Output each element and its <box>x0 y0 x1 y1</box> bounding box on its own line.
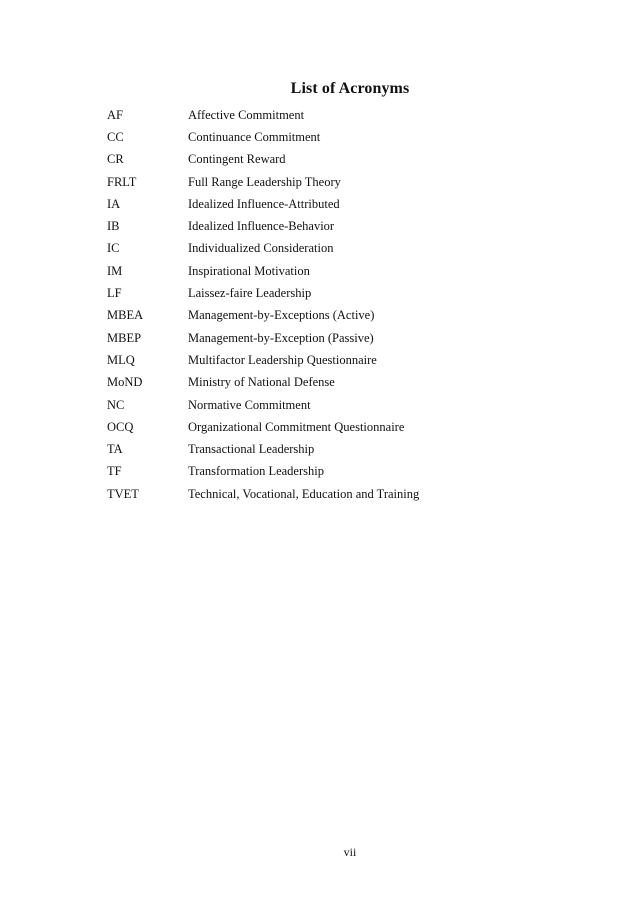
acronym-term: IB <box>107 219 120 234</box>
acronym-row <box>107 416 419 438</box>
acronym-row <box>107 438 419 460</box>
acronym-row <box>107 327 419 349</box>
acronym-definition: Management-by-Exceptions (Active) <box>188 308 375 323</box>
acronym-definition: Transformation Leadership <box>188 464 324 479</box>
acronym-row <box>107 171 419 193</box>
acronym-row <box>107 260 419 282</box>
page-number: vii <box>343 845 357 859</box>
acronym-term: CC <box>107 129 124 144</box>
acronym-row <box>107 193 419 215</box>
acronym-row <box>107 483 419 505</box>
acronym-row <box>107 126 419 148</box>
acronym-term: IA <box>107 196 121 211</box>
acronym-term: TVET <box>107 486 139 501</box>
acronym-term: MoND <box>107 375 143 390</box>
acronym-term: IM <box>107 263 123 278</box>
acronym-definition: Idealized Influence-Attributed <box>188 196 340 211</box>
acronym-row <box>107 394 419 416</box>
acronym-definition: Technical, Vocational, Education and Training <box>188 486 420 501</box>
acronym-row <box>107 149 419 171</box>
acronym-term: MLQ <box>107 352 135 367</box>
acronym-term: NC <box>107 397 125 412</box>
acronym-term: IC <box>107 241 120 256</box>
acronym-row <box>107 372 419 394</box>
acronym-term: AF <box>107 107 123 122</box>
acronym-definition: Transactional Leadership <box>188 442 315 457</box>
acronym-row <box>107 215 419 237</box>
acronym-row <box>107 305 419 327</box>
acronym-row <box>107 104 419 126</box>
acronym-definition: Continuance Commitment <box>188 129 321 144</box>
acronym-term: MBEA <box>107 308 144 323</box>
acronym-definition: Laissez-faire Leadership <box>188 286 312 301</box>
acronym-definition: Organizational Commitment Questionnaire <box>188 419 405 434</box>
acronym-term: OCQ <box>107 419 134 434</box>
acronym-list <box>107 104 419 505</box>
acronym-definition: Idealized Influence-Behavior <box>188 219 335 234</box>
acronym-term: TA <box>107 442 123 457</box>
acronym-definition: Full Range Leadership Theory <box>188 174 341 189</box>
acronym-definition: Individualized Consideration <box>188 241 334 256</box>
acronym-definition: Multifactor Leadership Questionnaire <box>188 352 377 367</box>
acronym-term: MBEP <box>107 330 142 345</box>
acronym-definition: Affective Commitment <box>188 107 305 122</box>
acronym-definition: Ministry of National Defense <box>188 375 335 390</box>
page-title: List of Acronyms <box>290 80 410 97</box>
acronym-row <box>107 349 419 371</box>
acronym-term: CR <box>107 152 124 167</box>
acronym-definition: Inspirational Motivation <box>188 263 310 278</box>
acronym-row <box>107 282 419 304</box>
acronym-term: TF <box>107 464 122 479</box>
acronym-row <box>107 238 419 260</box>
acronym-definition: Contingent Reward <box>188 152 286 167</box>
acronym-term: LF <box>107 286 122 301</box>
acronym-row <box>107 461 419 483</box>
acronym-definition: Management-by-Exception (Passive) <box>188 330 374 345</box>
acronym-term: FRLT <box>107 174 137 189</box>
acronym-definition: Normative Commitment <box>188 397 311 412</box>
